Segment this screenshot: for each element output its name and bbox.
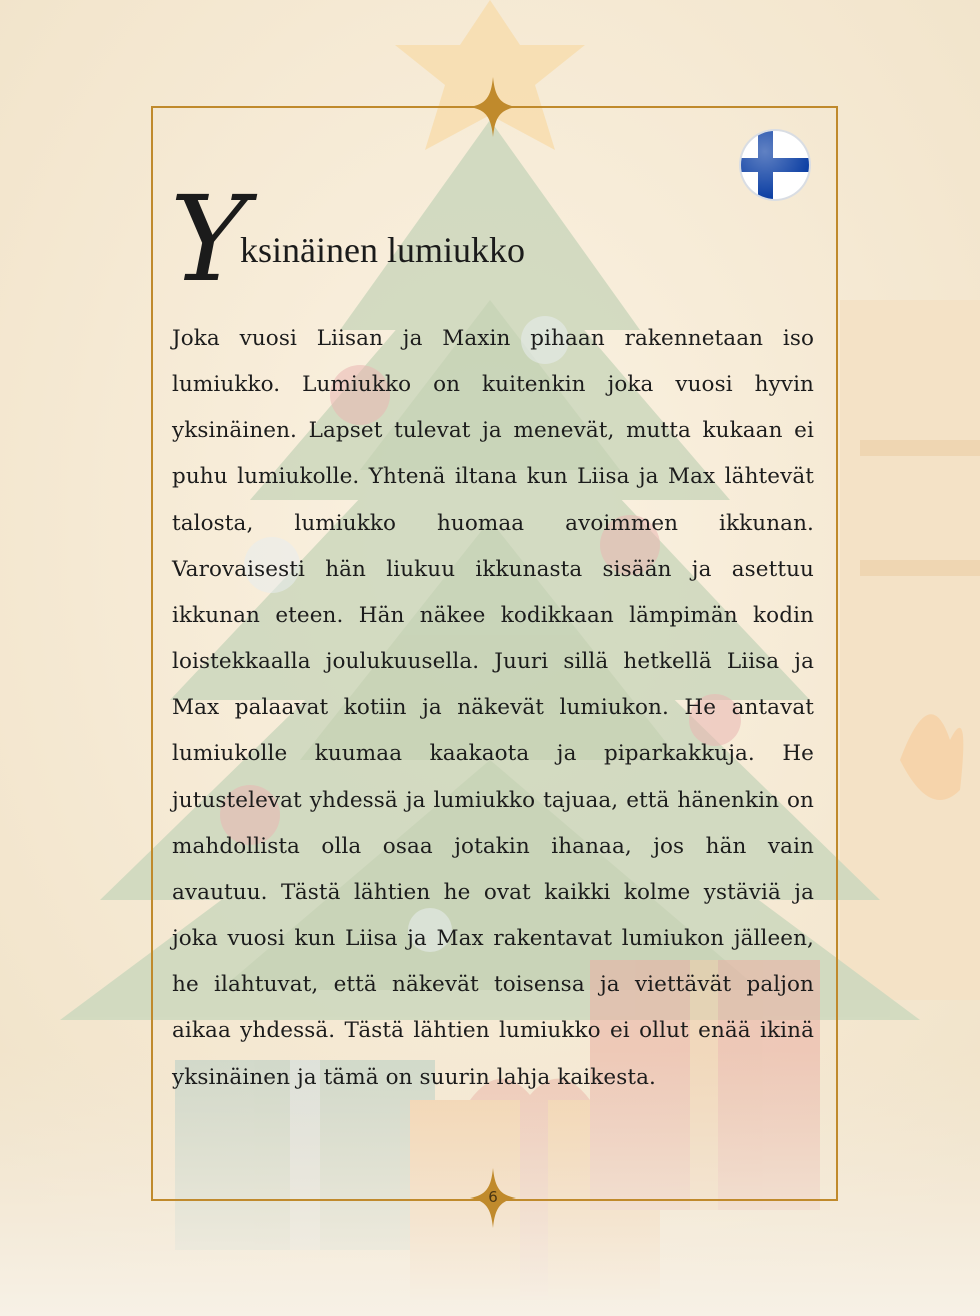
page-number: 6 — [488, 1188, 498, 1206]
title-text: ksinäinen lumiukko — [240, 230, 525, 270]
title-initial: Y — [170, 170, 242, 308]
story-text: Joka vuosi Liisan ja Maxin pihaan rakennetaan iso lumiukko. Lumiukko on kuitenkin joka vuosi hyvin yksinäinen. Lapset tulevat ja menevät, mutta kukaan ei puhu lumiukolle. Yhtenä iltana kun Liisa ja Max lähtevät talosta, lumiukko huomaa avoimmen ikkunan. Varovaisesti hän liukuu ikkunasta sisään ja asettuu ikkunan eteen. Hän näkee kodikkaan lämpimän kodin loistekkaalla joulukuusella. Juuri sillä hetkellä Liisa ja Max palaavat kotiin ja näkevät lumiukon. He antavat lumiukolle kuumaa kaakaota ja piparkakkuja. He jutustelevat yhdessä ja lumiukko tajuaa, että hänenkin on mahdollista olla osaa jotakin ihanaa, jos hän vain avautuu. Tästä lähtien he ovat kaikki kolme ystäviä ja joka vuosi kun Liisa ja Max rakentavat lumiukon jälleen, he ilahtuvat, että näkevät toisensa ja viettävät paljon aikaa yhdessä. Tästä lähtien lumiukko ei ollut enää ikinä yksinäinen ja tämä on suurin lahja kaikesta. — [172, 326, 814, 1090]
story-title — [170, 170, 770, 310]
sparkle-top-icon — [470, 77, 516, 137]
